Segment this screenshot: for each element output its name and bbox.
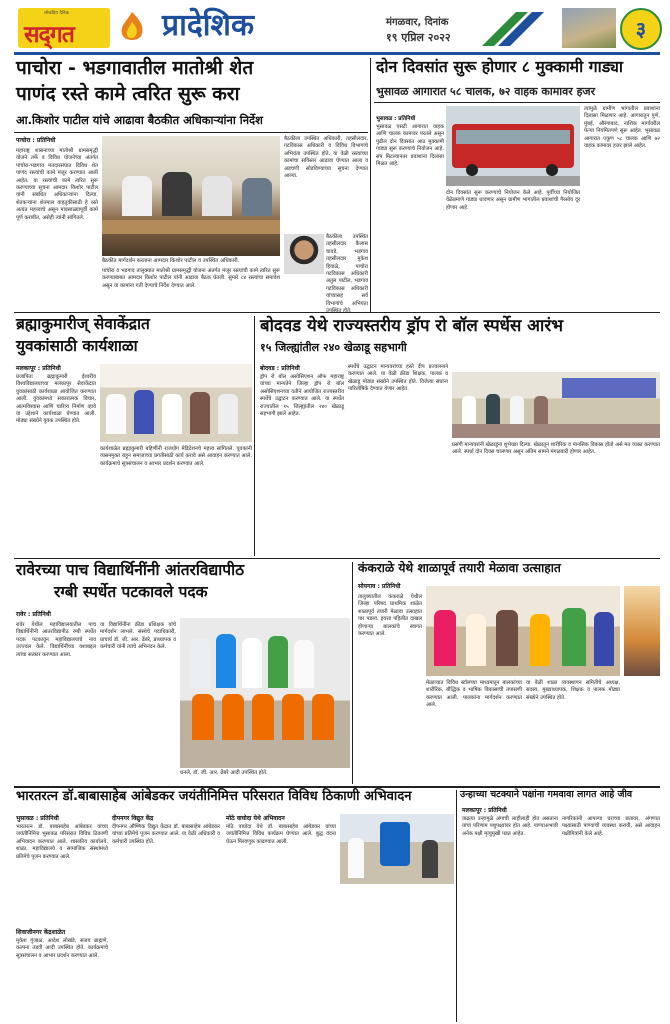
story6-headline: कंकराळे येथे शाळापूर्व तयारी मेळावा उत्साहात bbox=[358, 561, 561, 575]
story2-headline: दोन दिवसांत सुरू होणार ८ मुक्कामी गाड्या bbox=[376, 57, 623, 76]
paper-name: सद्‌गत bbox=[24, 22, 74, 48]
story7-sub1: शिवाजीनगर केंद्रशाळेत bbox=[16, 929, 66, 936]
story3-headline-1: ब्रह्माकुमारीज् सेवाकेंद्रात bbox=[16, 315, 150, 333]
story4-headline: बोदवड येथे राज्यस्तरीय ड्रॉप रो बॉल स्पर्धेस आरंभ bbox=[260, 315, 563, 335]
story-bhusawal-bus bbox=[374, 58, 660, 310]
story2-col2: दोन दिवसांत सुरू करण्याचे नियोजन केले आहे. पूर्वीच्या नियोजित वेळेप्रमाणे गाड्या धावणार असून ग्रामीण भागातील प्रवाशांची गैरसोय दूर होणार आहे. bbox=[446, 190, 580, 211]
story5-col1: रावेर येथील महाविद्यालयातील पाच विद्यार्थिनींनी आंतरविद्यापीठ रग्बी स्पर्धेत पदक पटकावून महाविद्यालयाचे नाव उज्ज्वल केले. विद्यार्थिनींच्या यशाबद्दल त्यांचा सत्कार करण्यात आला. bbox=[16, 622, 96, 658]
story5-photo-caption: धनले, डॉ. जी. आर. ढेंबरे आदी उपस्थित होते. bbox=[180, 770, 268, 776]
story8-dateline: मलकापूर : प्रतिनिधी bbox=[462, 807, 507, 814]
story1-dateline: पाचोरा : प्रतिनिधी bbox=[16, 137, 56, 144]
story4-col1: ड्रॉप रो बॉल असोसिएशन ऑफ महाराष्ट्र यांच्या मान्यतेने जिल्हा ड्रॉप रो बॉल असोसिएशनच्या वतीने आयोजित राज्यस्तरीय स्पर्धेचे उद्घाटन करण्यात आले. या स्पर्धेत राज्यातील १५ जिल्ह्यांतील २४० खेळाडू सहभागी झाले आहेत. bbox=[260, 374, 344, 418]
section-title: प्रादेशिक bbox=[162, 8, 254, 43]
story1-col4: बैठकीला उपस्थित तहसीलदार कैलास चावडे, भडगाव तहसीलदार मुकेश हिवाळे, पाचोरा गटविकास अधिकारी अतुल पाटील, भडगाव गटविकास अधिकारी यांच्यासह सर्व विभागांचे अभियंता bbox=[326, 234, 368, 307]
story1-col3: बैठकीला उपस्थित अधिकारी, तहसीलदार, गटविकास अधिकारी व विविध विभागांचे अभियंता उपस्थित होते. या वेळी रस्त्यांच्या कामांचा सविस्तर आढावा घेण्यात आला व अडचणी सोडविण्याच्या सूचना देण्यात आल्या. bbox=[284, 136, 368, 180]
story4-col3: प्रसंगी मान्यवरांनी खेळाडूंना शुभेच्छा दिल्या. खेळातून शारीरिक व मानसिक विकास होतो असे मत व्यक्त करण्यात आले. स्पर्धा दोन दिवस चालणार असून अंतिम सामने मंगळवारी होणार आहेत. bbox=[452, 442, 661, 456]
page-number: ३ bbox=[635, 17, 647, 41]
story7-col1: भारतरत्न डॉ. बाबासाहेब आंबेडकर यांच्या जयंतीनिमित्त भुसावळ परिसरात विविध ठिकाणी अभिवादन करण्यात आले. शासकीय कार्यालये, शाळा, महाविद्यालये व सामाजिक संस्थांमध्ये प्रतिमेचे पूजन करण्यात आले. bbox=[16, 824, 108, 860]
story6-col3: या वेळी शाळा व्यवस्थापन समितीचे अध्यक्ष, सदस्य, मुख्याध्यापक, शिक्षक व पालक मोठ्या संख्येने उपस्थित होते. bbox=[526, 680, 620, 701]
story7-sub3: मोठे वाघोदा येथे अभिवादन bbox=[226, 815, 285, 822]
story1-photo-caption: बैठकीत मार्गदर्शन करताना आमदार किशोर पाटील व उपस्थित अधिकारी. bbox=[102, 258, 240, 264]
paper-logo bbox=[18, 8, 110, 48]
story7-col4: मोठे वाघोदा येथे डॉ. बाबासाहेब आंबेडकर यांच्या जयंतीनिमित्त विविध कार्यक्रम घेण्यात आले. बुद्ध वंदना घेऊन मिरवणूक काढण्यात आली. bbox=[226, 824, 336, 845]
story3-col2: कार्यशाळेत ब्रह्माकुमारी बहिणींनी राजयोग मेडिटेशनचे महत्त्व सांगितले. युवकांनी व्यसनमुक्त राहून समाजाच्या प्रगतीसाठी कार्य करावे असे आवाहन करण्यात आले. कार्यक्रमाचे सूत्रसंचालन व आभार प्रदर्शन करण्यात आले. bbox=[100, 446, 252, 467]
page-number-badge bbox=[620, 8, 662, 50]
story7-col2: मुकेश गुंजाळ, आदेश लोखंडे, संजय ब्राह्मणे, कल्पना तडवी आदी उपस्थित होते. कार्यक्रमाचे सूत्रसंचालन व आभार प्रदर्शन करण्यात आले. bbox=[16, 938, 108, 959]
story3-headline-2: युवकांसाठी कार्यशाळा bbox=[16, 337, 138, 355]
story-ambedkar-jayanti bbox=[14, 790, 454, 1022]
masthead bbox=[14, 4, 660, 55]
story6-dateline: सोयगाव : प्रतिनिधी bbox=[358, 583, 401, 590]
story4-subhead: १५ जिल्ह्यांतील २४० खेळाडू सहभागी bbox=[260, 341, 407, 354]
story1-photo-meeting bbox=[102, 136, 280, 256]
story7-dateline: भुसावळ : प्रतिनिधी bbox=[16, 815, 59, 822]
story3-photo-workshop bbox=[100, 364, 252, 442]
story8-headline: उन्हाच्या चटक्याने पक्षांना गमवावा लागत आहे जीव bbox=[460, 789, 633, 800]
story5-dateline: रावेर : प्रतिनिधी bbox=[16, 611, 51, 618]
story6-col2: मेळाव्यात विविध स्टॉलच्या माध्यमातून बालकांच्या शारीरिक, बौद्धिक व भाषिक विकासाची तपासणी करण्यात आली. पालकांना मार्गदर्शन करण्यात आले. bbox=[426, 680, 522, 709]
story2-col1: भुसावळ एसटी आगारात वाहक आणि चालक कामावर परतले असून पुढील दोन दिवसांत आठ मुक्कामी गाड्या सुरू करण्याचे नियोजन आहे. संप मिटल्यानंतर प्रवाशांना दिलासा मिळत आहे. bbox=[376, 124, 444, 168]
story-bodwad-dropball bbox=[258, 316, 660, 556]
story1-col2: पाचोरा व भडगाव तालुक्यात मातोश्री ग्रामसमृद्धी योजना अंतर्गत मंजूर रस्त्यांची कामे त्वरित सुरू करण्याबाबत आमदार किशोर पाटील यांनी आढावा बैठक घेतली. सुमारे ८४ रस्त्यांचा समावेश असून या कामांना गती देण्याचे निर्देश देण्यात आले. bbox=[102, 268, 280, 289]
story5-col2: या विद्यार्थिनींना क्रीडा प्रशिक्षक यांचे मार्गदर्शन लाभले. संस्थेचे पदाधिकारी, प्राचार्य डॉ. जी. आर. ढेंबरे, प्राध्यापक व कर्मचारी यांनी त्यांचे अभिनंदन केले. bbox=[100, 622, 176, 651]
story2-photo-bus bbox=[446, 106, 580, 186]
issue-day: मंगळवार, दिनांक bbox=[386, 17, 449, 28]
story-birds-heat bbox=[460, 790, 660, 1022]
logo-flame-icon bbox=[114, 10, 150, 46]
story3-col1: प्रजापिता ब्रह्माकुमारी ईश्वरीय विश्वविद्यालयाच्या मलकापूर सेवाकेंद्रात युवकांसाठी कार्यशाळा आयोजित करण्यात आली. युवकांमध्ये सकारात्मक विचार, आत्मविश्वास आणि चारित्र्य निर्माण व्हावे या उद्देशाने कार्यशाळा घेण्यात आली. मोठ्या संख्येने युवक उपस्थित होते. bbox=[16, 374, 96, 425]
story7-col3: दीपनगर औष्णिक विद्युत केंद्रात डॉ. बाबासाहेब आंबेडकर यांच्या प्रतिमेचे पूजन करण्यात आले. या वेळी अधिकारी व कर्मचारी उपस्थित होते. bbox=[112, 824, 220, 845]
decorative-arrow-icon bbox=[482, 8, 562, 48]
story6-col1: तालुक्यातील कंकराळे येथील जिल्हा परिषद प्राथमिक शाळेत शाळापूर्व तयारी मेळावा उत्साहात पार पडला. इयत्ता पहिलीत दाखल होणाऱ्या बालकांचे स्वागत करण्यात आले. bbox=[358, 594, 422, 638]
story-kankarale bbox=[356, 562, 660, 784]
story-raver-rugby bbox=[14, 562, 350, 784]
story1-subhead: आ.किशोर पाटील यांचे आढावा बैठकीत अधिकाऱ्यांना निर्देश bbox=[16, 113, 263, 127]
story5-headline-1: रावेरच्या पाच विद्यार्थिनींनी आंतरविद्यापीठ bbox=[16, 561, 245, 579]
story1-headline-2: पाणंद रस्ते कामे त्वरित सुरू करा bbox=[16, 83, 240, 105]
story-pachora bbox=[14, 58, 368, 310]
story5-headline-2: रग्बी स्पर्धेत पटकावले पदक bbox=[54, 583, 208, 601]
story1-col1: महाराष्ट्र शासनाच्या मातोश्री ग्रामसमृद्धी योजने तर्फे व विविध योजनेच्या अंतर्गत पाचोरा-भडगाव मतदारसंघात विविध शेत पाणंद रस्त्यांची कामे मंजूर करण्यात आली आहेत. या रस्त्यांची कामे त्वरित सुरू करण्याच्या सूचना आमदार किशोर पाटील यांनी संबंधित अधिकाऱ्यांना दिल्या. शेतकऱ्यांना शेतमाल वाहतुकीसाठी हे रस्ते अत्यंत महत्त्वाचे असून पावसाळ्यापूर्वी कामे पूर्ण करावीत, असेही त्यांनी सांगितले. bbox=[16, 148, 98, 221]
story6-photo-side bbox=[624, 586, 660, 676]
story8-col2: नागरिकांनी आपल्या घराच्या छतावर, अंगणात पक्ष्यांसाठी पाण्याची व्यवस्था करावी, असे आवाहन पक्षीमित्रांनी केले आहे. bbox=[562, 816, 660, 837]
story6-photo-event bbox=[426, 586, 620, 676]
story3-dateline: मलकापूर : प्रतिनिधी bbox=[16, 365, 61, 372]
story2-subhead: भुसावळ आगारात ५८ चालक, ७२ वाहक कामावर हजर bbox=[376, 85, 596, 98]
story8-col1: वाढत्या उन्हामुळे अंगाची लाहीलाही होत असताना याचा परिणाम पशुपक्ष्यांवर होत आहे. पाण्याअभावी अनेक पक्षी मृत्युमुखी पडत आहेत. bbox=[462, 816, 558, 837]
masthead-photo bbox=[562, 8, 616, 48]
story2-dateline: भुसावळ : प्रतिनिधी bbox=[376, 116, 416, 122]
story-brahmakumaris bbox=[14, 316, 252, 556]
story4-photo-inauguration bbox=[452, 372, 660, 438]
paper-tagline: लोकप्रिय दैनिक bbox=[44, 11, 69, 16]
story4-col2: स्पर्धेचे उद्घाटन मान्यवरांच्या हस्ते दीप प्रज्वलनाने करण्यात आले. या वेळी क्रीडा शिक्षक, पालक व खेळाडू मोठ्या संख्येने उपस्थित होते. विजेत्या संघांना पारितोषिके देण्यात येणार आहेत. bbox=[348, 364, 448, 393]
story5-photo-team bbox=[180, 618, 350, 768]
story4-dateline: बोदवड : प्रतिनिधी bbox=[260, 365, 300, 372]
issue-date: १९ एप्रिल २०२२ bbox=[386, 31, 451, 44]
story1-headline-1: पाचोरा - भडगावातील मातोश्री शेत bbox=[16, 57, 254, 79]
story7-headline: भारतरत्न डॉ.बाबासाहेब आंबेडकर जयंतीनिमित्त परिसरात विविध ठिकाणी अभिवादन bbox=[16, 789, 412, 804]
story7-sub2: दीपनगर विद्युत केंद्र bbox=[112, 815, 154, 822]
story2-col3: त्यामुळे ग्रामीण भागातील प्रवाशांना दिलासा मिळणार आहे. आगारातून पुणे, मुंबई, औरंगाबाद, नाशिक मार्गावरील फेऱ्या नियमितपणे सुरू आहेत. भुसावळ आगारात एकूण ५८ चालक आणि ७२ वाहक कामावर हजर झाले आहेत. bbox=[584, 106, 660, 150]
story7-photo bbox=[340, 814, 454, 884]
story1-photo-portrait bbox=[284, 234, 324, 274]
